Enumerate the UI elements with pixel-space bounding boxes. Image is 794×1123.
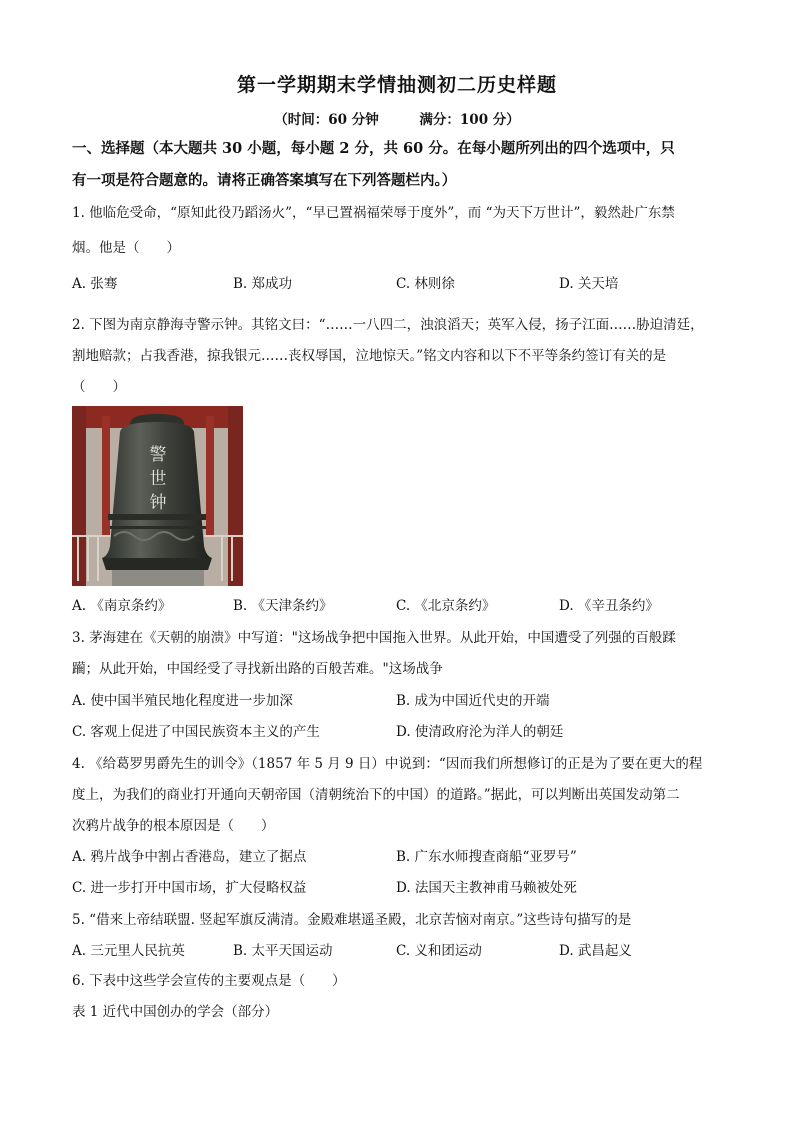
page-title: 第一学期期末学情抽测初二历史样题 bbox=[236, 74, 557, 96]
question-3-line1: 3. 茅海建在《天朝的崩溃》中写道："这场战争把中国拖入世界。从此开始，中国遭受了列强的百般蹂 bbox=[72, 630, 676, 646]
question-2-options bbox=[72, 592, 732, 620]
question-4-options-row1 bbox=[72, 843, 732, 871]
exam-time: （时间：60 分钟 bbox=[274, 112, 379, 128]
bell-char-1: 警 bbox=[149, 445, 167, 465]
option-c: C. 林则徐 bbox=[396, 276, 455, 292]
option-c: C. 《北京条约》 bbox=[396, 598, 496, 614]
option-d: D. 关天培 bbox=[559, 276, 619, 292]
question-3-line2: 躏；从此开始，中国经受了寻找新出路的百般苦难。"这场战争 bbox=[72, 661, 443, 677]
option-a: A. 张骞 bbox=[72, 276, 118, 292]
option-d: D. 使清政府沦为洋人的朝廷 bbox=[396, 724, 564, 740]
question-1-line2: 烟。他是（ ） bbox=[72, 240, 180, 256]
question-2-line3: （ ） bbox=[72, 379, 126, 395]
exam-info bbox=[0, 108, 794, 128]
question-6-line1: 6. 下表中这些学会宣传的主要观点是（ ） bbox=[72, 973, 346, 989]
option-b: B. 太平天国运动 bbox=[233, 943, 333, 959]
question-3-options-row2 bbox=[72, 718, 732, 746]
option-c: C. 客观上促进了中国民族资本主义的产生 bbox=[72, 724, 320, 740]
exam-score: 满分：100 分） bbox=[419, 112, 520, 128]
option-a: A. 三元里人民抗英 bbox=[72, 943, 185, 959]
question-5-options bbox=[72, 937, 732, 965]
option-a: A. 《南京条约》 bbox=[72, 598, 172, 614]
table-caption: 表 1 近代中国创办的学会（部分） bbox=[72, 1004, 279, 1020]
bell-char-2: 世 bbox=[149, 469, 167, 489]
question-2-line2: 割地赔款；占我香港，掠我银元……丧权辱国，泣地惊天。”铭文内容和以下不平等条约签订有关的是 bbox=[72, 348, 667, 364]
option-a: A. 使中国半殖民地化程度进一步加深 bbox=[72, 693, 293, 709]
question-2-line1: 2. 下图为南京静海寺警示钟。其铭文曰：“……一八四二，浊浪滔天；英军入侵，扬子江面……胁迫清廷， bbox=[72, 317, 704, 333]
question-5-line1: 5. “借来上帝结联盟. 竖起军旗反满清。金殿难堪遥圣殿，北京苦恼对南京。”这些诗句描写的是 bbox=[72, 912, 632, 928]
option-b: B. 《天津条约》 bbox=[233, 598, 333, 614]
option-b: B. 郑成功 bbox=[233, 276, 293, 292]
option-b: B. 广东水师搜查商船“亚罗号” bbox=[396, 849, 577, 865]
question-4-line1: 4. 《给葛罗男爵先生的训令》（1857 年 5 月 9 日）中说到：“因而我们所想修订的正是为了要在更大的程 bbox=[72, 756, 703, 772]
option-c: C. 义和团运动 bbox=[396, 943, 482, 959]
question-4-line3: 次鸦片战争的根本原因是（ ） bbox=[72, 818, 275, 834]
option-c: C. 进一步打开中国市场，扩大侵略权益 bbox=[72, 880, 307, 896]
question-4-line2: 度上，为我们的商业打开通向天朝帝国（清朝统治下的中国）的道路。”据此，可以判断出英国发动第二 bbox=[72, 787, 680, 803]
question-3-options-row1 bbox=[72, 687, 732, 715]
question-4-options-row2 bbox=[72, 874, 732, 902]
option-a: A. 鸦片战争中割占香港岛，建立了据点 bbox=[72, 849, 307, 865]
option-b: B. 成为中国近代史的开端 bbox=[396, 693, 550, 709]
section-heading-line2: 有一项是符合题意的。请将正确答案填写在下列答题栏内。） bbox=[72, 172, 457, 189]
bell-char-3: 钟 bbox=[149, 493, 167, 513]
warning-bell-photo bbox=[72, 406, 243, 586]
question-1-options bbox=[72, 270, 732, 298]
option-d: D. 武昌起义 bbox=[559, 943, 632, 959]
option-d: D. 法国天主教神甫马赖被处死 bbox=[396, 880, 577, 896]
section-heading-line1: 一、选择题（本大题共 30 小题，每小题 2 分，共 60 分。在每小题所列出的四个选项中，只 bbox=[72, 140, 675, 157]
option-d: D. 《辛丑条约》 bbox=[559, 598, 659, 614]
question-1-line1: 1. 他临危受命，“原知此役乃蹈汤火”，“早已置祸福荣辱于度外”，而 “为天下万世计”，毅然赴广东禁 bbox=[72, 205, 675, 221]
